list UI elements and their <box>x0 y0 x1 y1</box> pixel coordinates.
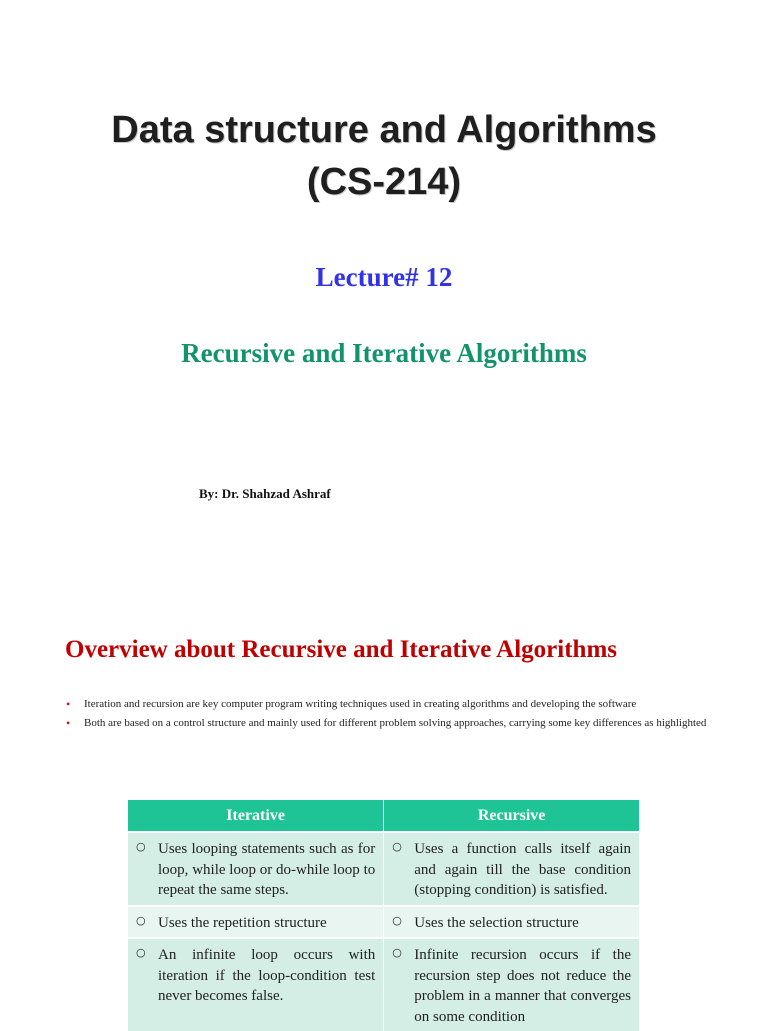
cell-text: Uses the repetition structure <box>158 914 327 931</box>
table-cell <box>128 906 384 939</box>
page-title: Data structure and Algorithms <box>111 109 657 151</box>
lecture-number: Lecture# 12 <box>315 262 453 292</box>
cell-text: Infinite recursion occurs if the recursion step does not reduce the problem in a manner that converges on some condition <box>414 947 631 1025</box>
header-iterative: Iterative <box>128 800 384 832</box>
course-code: (CS-214) <box>306 161 462 203</box>
overview-heading: Overview about Recursive and Iterative Algorithms <box>65 636 618 663</box>
circle-bullet-icon: ○ <box>392 913 402 927</box>
bullet-text: Both are based on a control structure and mainly used for different problem solving approaches, carrying some key differences as highlighted <box>84 717 707 729</box>
bullet-dot-icon: • <box>66 716 71 730</box>
circle-bullet-icon: ○ <box>392 840 402 853</box>
table-row <box>128 906 640 939</box>
lecture-subtitle: Recursive and Iterative Algorithms <box>181 338 587 368</box>
author-line: By: Dr. Shahzad Ashraf <box>199 486 331 501</box>
table-cell <box>128 832 384 906</box>
bullet-text: Iteration and recursion are key computer program writing techniques used in creating algorithms and developing the software <box>84 698 637 710</box>
cell-text: Uses the selection structure <box>414 914 579 931</box>
bullet-item <box>66 715 728 731</box>
comparison-table <box>128 800 640 1031</box>
cell-text: Uses a function calls itself again and again till the base condition (stopping condition) is satisfied. <box>414 841 631 898</box>
overview-bullets <box>66 696 728 734</box>
table-row <box>128 832 640 906</box>
table-row <box>128 938 640 1031</box>
header-recursive: Recursive <box>384 800 640 832</box>
table-cell <box>384 832 640 906</box>
table-cell <box>384 906 640 939</box>
circle-bullet-icon: ○ <box>136 946 146 959</box>
table-header-row <box>128 800 640 832</box>
cell-text: Uses looping statements such as for loop, while loop or do-while loop to repeat the same steps. <box>158 841 376 898</box>
circle-bullet-icon: ○ <box>136 913 146 927</box>
bullet-dot-icon: • <box>66 697 71 711</box>
table-cell <box>384 938 640 1031</box>
bullet-item <box>66 696 728 712</box>
cell-text: An infinite loop occurs with iteration if the loop-condition test never becomes false. <box>158 947 376 1004</box>
circle-bullet-icon: ○ <box>392 946 402 959</box>
table-cell <box>128 938 384 1031</box>
circle-bullet-icon: ○ <box>136 840 146 853</box>
